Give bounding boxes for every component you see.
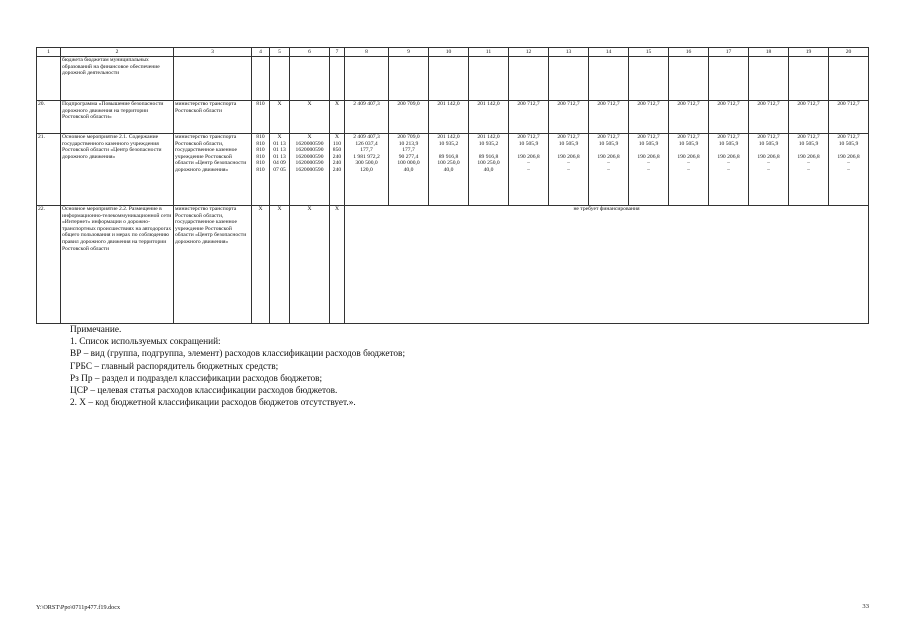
amount-cell: 10 505,9 bbox=[758, 140, 779, 147]
amount-cell: 200 709,0 bbox=[397, 134, 420, 140]
amount-cell: – bbox=[567, 166, 570, 173]
notes-block bbox=[70, 324, 830, 409]
amount-column bbox=[829, 134, 869, 206]
amount-cell: 40,0 bbox=[403, 166, 414, 173]
amount-cell: 190 206,8 bbox=[837, 153, 860, 160]
amount-cell: 200 712,7 bbox=[589, 101, 629, 134]
amount-cell: 10 505,9 bbox=[558, 140, 579, 147]
grbs-code: 810 bbox=[256, 153, 265, 160]
amount-cell: 10 935,2 bbox=[478, 140, 499, 147]
amount-cell: 190 206,8 bbox=[677, 153, 700, 160]
measure-name: Основное мероприятие 2.2. Размещение в информационно-телекоммуникационной сети «Интернет» информации о дорожно-транспортных происшествиях на автодорогах общего пользования и мерах по соблюдению правил дорожного движения на территории Ростовской области bbox=[61, 206, 174, 324]
table-row-20 bbox=[37, 101, 869, 134]
table-body bbox=[37, 48, 869, 324]
column-header: 19 bbox=[789, 48, 829, 57]
amount-cell: 10 505,9 bbox=[598, 140, 619, 147]
amount-cell: – bbox=[607, 160, 610, 167]
amount-cell: 90 277,4 bbox=[398, 153, 419, 160]
rzpr-code: 04 09 bbox=[273, 160, 286, 167]
amount-cell: 200 712,7 bbox=[629, 101, 669, 134]
amount-cell: 201 142,0 bbox=[429, 101, 469, 134]
column-header: 16 bbox=[669, 48, 709, 57]
amount-cell: 200 712,7 bbox=[757, 134, 780, 140]
vr-code: 240 bbox=[332, 160, 342, 167]
amount-cell bbox=[470, 147, 507, 154]
amount-cell: – bbox=[807, 166, 810, 173]
amount-cell bbox=[630, 147, 667, 154]
column-header: 10 bbox=[429, 48, 469, 57]
column-header: 3 bbox=[174, 48, 252, 57]
amount-column bbox=[749, 134, 789, 206]
budget-table bbox=[36, 47, 869, 324]
amount-cell bbox=[830, 147, 867, 154]
amount-column bbox=[629, 134, 669, 206]
grbs-code: 810 bbox=[252, 101, 270, 134]
amount-column bbox=[669, 134, 709, 206]
column-header: 8 bbox=[345, 48, 389, 57]
amount-cell: – bbox=[767, 160, 770, 167]
row-number: 22. bbox=[37, 206, 61, 324]
column-header: 9 bbox=[389, 48, 429, 57]
amount-cell: – bbox=[567, 160, 570, 167]
amount-cell bbox=[710, 147, 747, 154]
amount-column bbox=[709, 134, 749, 206]
column-header: 1 bbox=[37, 48, 61, 57]
continuation-row bbox=[37, 57, 869, 101]
rzpr-code-column bbox=[270, 134, 290, 206]
vr-code: 240 bbox=[332, 166, 342, 173]
csr-code: X bbox=[290, 101, 330, 134]
amount-cell: 200 712,7 bbox=[517, 134, 540, 140]
rzpr-code: 01 13 bbox=[273, 147, 286, 154]
amount-cell: 200 712,7 bbox=[509, 101, 549, 134]
amount-cell: – bbox=[767, 166, 770, 173]
amount-cell: 10 505,9 bbox=[638, 140, 659, 147]
amount-cell bbox=[590, 147, 627, 154]
measure-name: Основное мероприятие 2.1. Содержание государственного казенного учреждения Ростовской области «Центр безопасности дорожного движения» bbox=[61, 134, 174, 206]
amount-cell: 190 206,8 bbox=[637, 153, 660, 160]
amount-cell: 100 250,0 bbox=[437, 160, 460, 167]
vr-code: 110 bbox=[332, 140, 342, 147]
amount-cell: 200 712,7 bbox=[549, 101, 589, 134]
amount-cell: 200 712,7 bbox=[717, 134, 740, 140]
executor: министерство транспорта Ростовской области bbox=[174, 101, 252, 134]
amount-cell: 10 505,9 bbox=[678, 140, 699, 147]
column-header: 6 bbox=[290, 48, 330, 57]
csr-code: 1620000590 bbox=[295, 166, 324, 173]
header-row bbox=[37, 48, 869, 57]
no-funding-note: не требует финансирования bbox=[345, 206, 869, 324]
amount-cell: 2 409 407,3 bbox=[353, 134, 380, 140]
amount-cell: – bbox=[727, 160, 730, 167]
column-header: 18 bbox=[749, 48, 789, 57]
column-header: 15 bbox=[629, 48, 669, 57]
column-header: 20 bbox=[829, 48, 869, 57]
vr-code: X bbox=[330, 101, 345, 134]
amount-cell: – bbox=[527, 166, 530, 173]
csr-code: 1620000590 bbox=[295, 140, 324, 147]
cell-num bbox=[37, 57, 61, 101]
grbs-code: 810 bbox=[256, 134, 265, 140]
amount-cell: 100 250,0 bbox=[477, 160, 500, 167]
grbs-code: 810 bbox=[256, 140, 265, 147]
amount-cell: 200 712,7 bbox=[789, 101, 829, 134]
vr-code: 850 bbox=[332, 147, 342, 154]
amount-cell: – bbox=[647, 166, 650, 173]
vr-code: X bbox=[330, 206, 345, 324]
amount-column bbox=[345, 134, 389, 206]
vr-code: 240 bbox=[332, 153, 342, 160]
amount-cell: 200 712,7 bbox=[749, 101, 789, 134]
amount-cell bbox=[790, 147, 827, 154]
column-header: 11 bbox=[469, 48, 509, 57]
vr-code-column bbox=[330, 134, 345, 206]
amount-cell: 2 409 407,3 bbox=[345, 101, 389, 134]
row-number: 20. bbox=[37, 101, 61, 134]
amount-cell: 300 500,0 bbox=[355, 160, 378, 167]
amount-cell: 200 712,7 bbox=[709, 101, 749, 134]
rzpr-code: 01 13 bbox=[273, 153, 286, 160]
notes-title: Примечание. bbox=[70, 325, 122, 335]
grbs-code: 810 bbox=[256, 166, 265, 173]
amount-cell: 177,7 bbox=[360, 147, 373, 154]
amount-column bbox=[549, 134, 589, 206]
amount-column bbox=[469, 134, 509, 206]
program-name: Подпрограмма «Повышение безопасности дорожного движения на территории Ростовской области» bbox=[61, 101, 174, 134]
amount-cell: 40,0 bbox=[443, 166, 454, 173]
amount-cell bbox=[550, 147, 587, 154]
amount-cell: 200 712,7 bbox=[557, 134, 580, 140]
amount-cell: 120,0 bbox=[360, 166, 373, 173]
grbs-code: 810 bbox=[256, 160, 265, 167]
amount-cell: 126 037,4 bbox=[355, 140, 378, 147]
grbs-code-column bbox=[252, 134, 270, 206]
amount-cell: 1 981 972,2 bbox=[353, 153, 380, 160]
page-number: 33 bbox=[862, 603, 869, 610]
notes-line: ГРБС – главный распорядитель бюджетных средств; bbox=[70, 361, 279, 372]
amount-cell: 10 505,9 bbox=[518, 140, 539, 147]
cell-executor bbox=[174, 57, 252, 101]
csr-code: X bbox=[290, 206, 330, 324]
grbs-code: 810 bbox=[256, 147, 265, 154]
csr-code: X bbox=[307, 134, 312, 140]
amount-cell: 190 206,8 bbox=[717, 153, 740, 160]
table-row-22 bbox=[37, 206, 869, 324]
column-header: 13 bbox=[549, 48, 589, 57]
notes-line: 2. X – код бюджетной классификации расходов бюджетов отсутствует.». bbox=[70, 398, 356, 409]
amount-cell bbox=[430, 147, 467, 154]
amount-cell: 10 935,2 bbox=[438, 140, 459, 147]
rzpr-code: X bbox=[270, 101, 290, 134]
rzpr-code: 07 05 bbox=[273, 166, 286, 173]
continuation-text: бюджета бюджетам муниципальных образований на финансовое обеспечение дорожной деятельности bbox=[61, 57, 174, 101]
amount-cell: – bbox=[807, 160, 810, 167]
notes-line: ВР – вид (группа, подгруппа, элемент) расходов классификации расходов бюджетов; bbox=[70, 349, 406, 360]
amount-cell: 10 505,9 bbox=[718, 140, 739, 147]
grbs-code: X bbox=[252, 206, 270, 324]
amount-column bbox=[429, 134, 469, 206]
notes-line: Рз Пр – раздел и подраздел классификации расходов бюджетов; bbox=[70, 373, 323, 384]
amount-column bbox=[509, 134, 549, 206]
amount-cell: 89 916,8 bbox=[478, 153, 499, 160]
amount-cell: 200 712,7 bbox=[669, 101, 709, 134]
amount-cell: 200 712,7 bbox=[597, 134, 620, 140]
amount-cell: 200 712,7 bbox=[797, 134, 820, 140]
column-header: 7 bbox=[330, 48, 345, 57]
amount-cell: – bbox=[527, 160, 530, 167]
notes-line: ЦСР – целевая статья расходов классификации расходов бюджетов. bbox=[70, 386, 338, 397]
csr-code: 1620000590 bbox=[295, 147, 324, 154]
executor: министерство транспорта Ростовской области, государственное казенное учреждение Ростовской области «Центр безопасности дорожного движения» bbox=[174, 206, 252, 324]
amount-cell: 201 142,0 bbox=[469, 101, 509, 134]
amount-column bbox=[789, 134, 829, 206]
amount-cell: 190 206,8 bbox=[597, 153, 620, 160]
amount-cell: 10 505,9 bbox=[838, 140, 859, 147]
amount-cell: 201 142,0 bbox=[477, 134, 500, 140]
notes-line: 1. Список используемых сокращений: bbox=[70, 337, 221, 348]
vr-code: X bbox=[334, 134, 340, 140]
amount-cell bbox=[670, 147, 707, 154]
amount-cell: 89 916,8 bbox=[438, 153, 459, 160]
rzpr-code: X bbox=[277, 134, 282, 140]
column-header: 12 bbox=[509, 48, 549, 57]
amount-cell: 10 213,9 bbox=[398, 140, 419, 147]
amount-cell: 40,0 bbox=[483, 166, 494, 173]
amount-cell: 190 206,8 bbox=[757, 153, 780, 160]
column-header: 4 bbox=[252, 48, 270, 57]
amount-cell: 190 206,8 bbox=[557, 153, 580, 160]
amount-cell: 10 505,9 bbox=[798, 140, 819, 147]
column-header: 5 bbox=[270, 48, 290, 57]
column-header: 17 bbox=[709, 48, 749, 57]
amount-column bbox=[589, 134, 629, 206]
amount-cell: 190 206,8 bbox=[797, 153, 820, 160]
rzpr-code: X bbox=[270, 206, 290, 324]
amount-cell: – bbox=[847, 166, 850, 173]
table-row-21 bbox=[37, 134, 869, 206]
amount-cell: 200 712,7 bbox=[829, 101, 869, 134]
column-header: 14 bbox=[589, 48, 629, 57]
amount-cell: 201 142,0 bbox=[437, 134, 460, 140]
footer-file-path: Y:\ORST\Ppo\0711p477.f19.docx bbox=[36, 604, 121, 611]
amount-cell bbox=[510, 147, 547, 154]
amount-cell bbox=[750, 147, 787, 154]
amount-cell: – bbox=[727, 166, 730, 173]
amount-cell: – bbox=[847, 160, 850, 167]
csr-code-column bbox=[290, 134, 330, 206]
amount-cell: 200 709,0 bbox=[389, 101, 429, 134]
rzpr-code: 01 13 bbox=[273, 140, 286, 147]
amount-cell: 200 712,7 bbox=[837, 134, 860, 140]
amount-cell: – bbox=[647, 160, 650, 167]
amount-cell: 177,7 bbox=[402, 147, 415, 154]
column-header: 2 bbox=[61, 48, 174, 57]
amount-cell: – bbox=[687, 160, 690, 167]
amount-column bbox=[389, 134, 429, 206]
amount-cell: 200 712,7 bbox=[637, 134, 660, 140]
executor: министерство транспорта Ростовской области, государственное казенное учреждение Ростовской области «Центр безопасности дорожного движения» bbox=[174, 134, 252, 206]
amount-cell: – bbox=[687, 166, 690, 173]
row-number: 21. bbox=[37, 134, 61, 206]
amount-cell: 190 206,8 bbox=[517, 153, 540, 160]
amount-cell: – bbox=[607, 166, 610, 173]
csr-code: 1620000590 bbox=[295, 153, 324, 160]
amount-cell: 200 712,7 bbox=[677, 134, 700, 140]
csr-code: 1620000590 bbox=[295, 160, 324, 167]
amount-cell: 100 000,0 bbox=[397, 160, 420, 167]
